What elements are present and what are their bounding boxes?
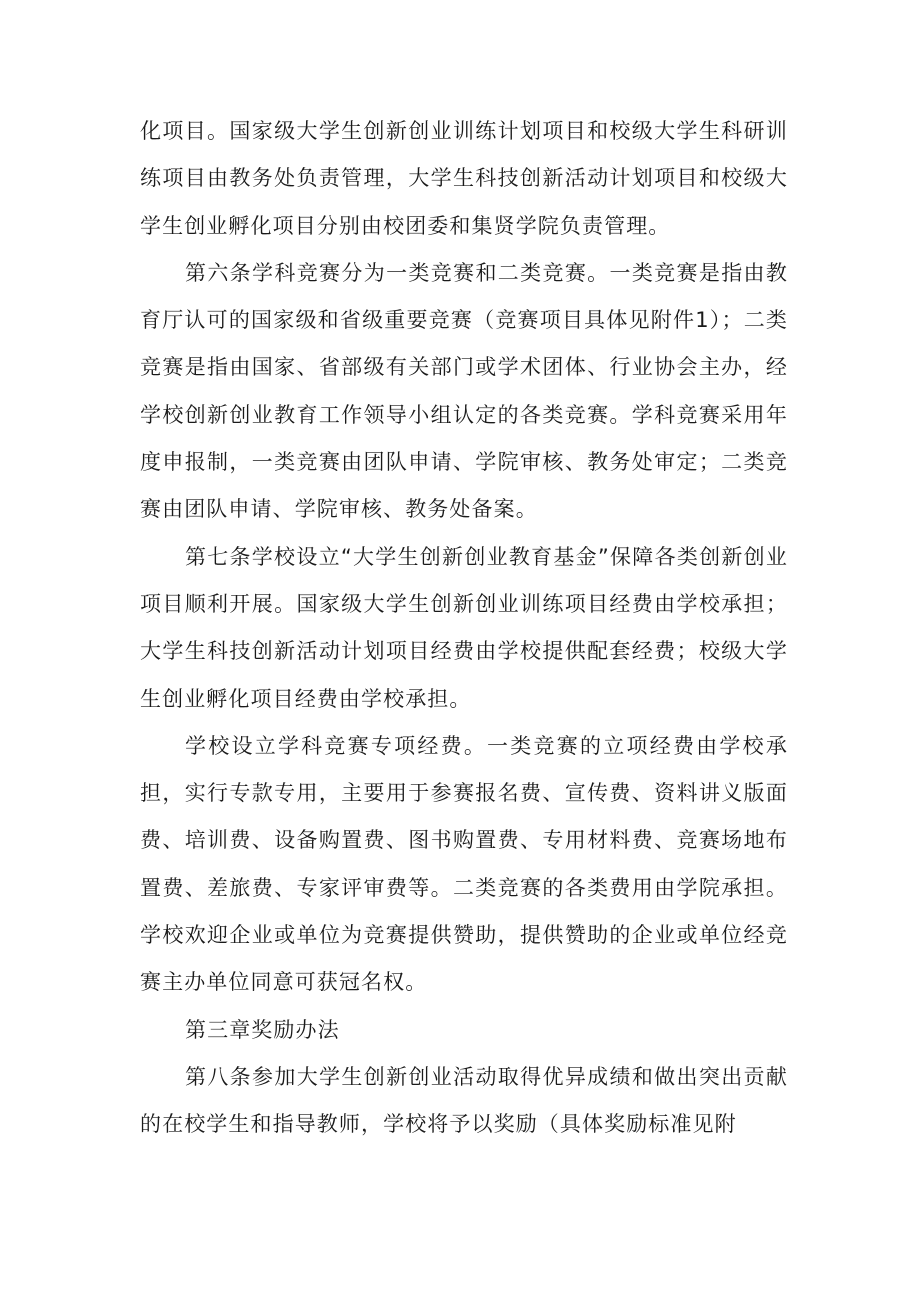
paragraph-project-management: 化项目。国家级大学生创新创业训练计划项目和校级大学生科研训练项目由教务处负责管理，大学生科技创新活动计划项目和校级大学生创业孵化项目分别由校团委和集贤学院负责管理。 <box>140 119 788 238</box>
paragraph-article-7: 第七条学校设立“大学生创新创业教育基金”保障各类创新创业项目顺利开展。国家级大学生创新创业训练项目经费由学校承担；大学生科技创新活动计划项目经费由学校提供配套经费；校级大学生创业孵化项目经费由学校承担。 <box>140 544 788 711</box>
chapter-heading: 第三章奖励办法 <box>185 1017 340 1042</box>
paragraph-article-6: 第六条学科竞赛分为一类竞赛和二类竞赛。一类竞赛是指由教育厅认可的国家级和省级重要竞赛（竞赛项目具体见附件1）；二类竞赛是指由国家、省部级有关部门或学术团体、行业协会主办，经学校创新创业教育工作领导小组认定的各类竞赛。学科竞赛采用年度申报制，一类竞赛由团队申请、学院审核、教务处审定；二类竞赛由团队申请、学院审核、教务处备案。 <box>140 260 788 522</box>
paragraph-article-8: 第八条参加大学生创新创业活动取得优异成绩和做出突出贡献的在校学生和指导教师，学校将予以奖励（具体奖励标准见附 <box>140 1064 788 1137</box>
document-page <box>140 108 788 1149</box>
paragraph-competition-funding: 学校设立学科竞赛专项经费。一类竞赛的立项经费由学校承担，实行专款专用，主要用于参赛报名费、宣传费、资料讲义版面费、培训费、设备购置费、图书购置费、专用材料费、竞赛场地布置费、差旅费、专家评审费等。二类竞赛的各类费用由学院承担。学校欢迎企业或单位为竞赛提供赞助，提供赞助的企业或单位经竞赛主办单位同意可获冠名权。 <box>140 733 788 995</box>
